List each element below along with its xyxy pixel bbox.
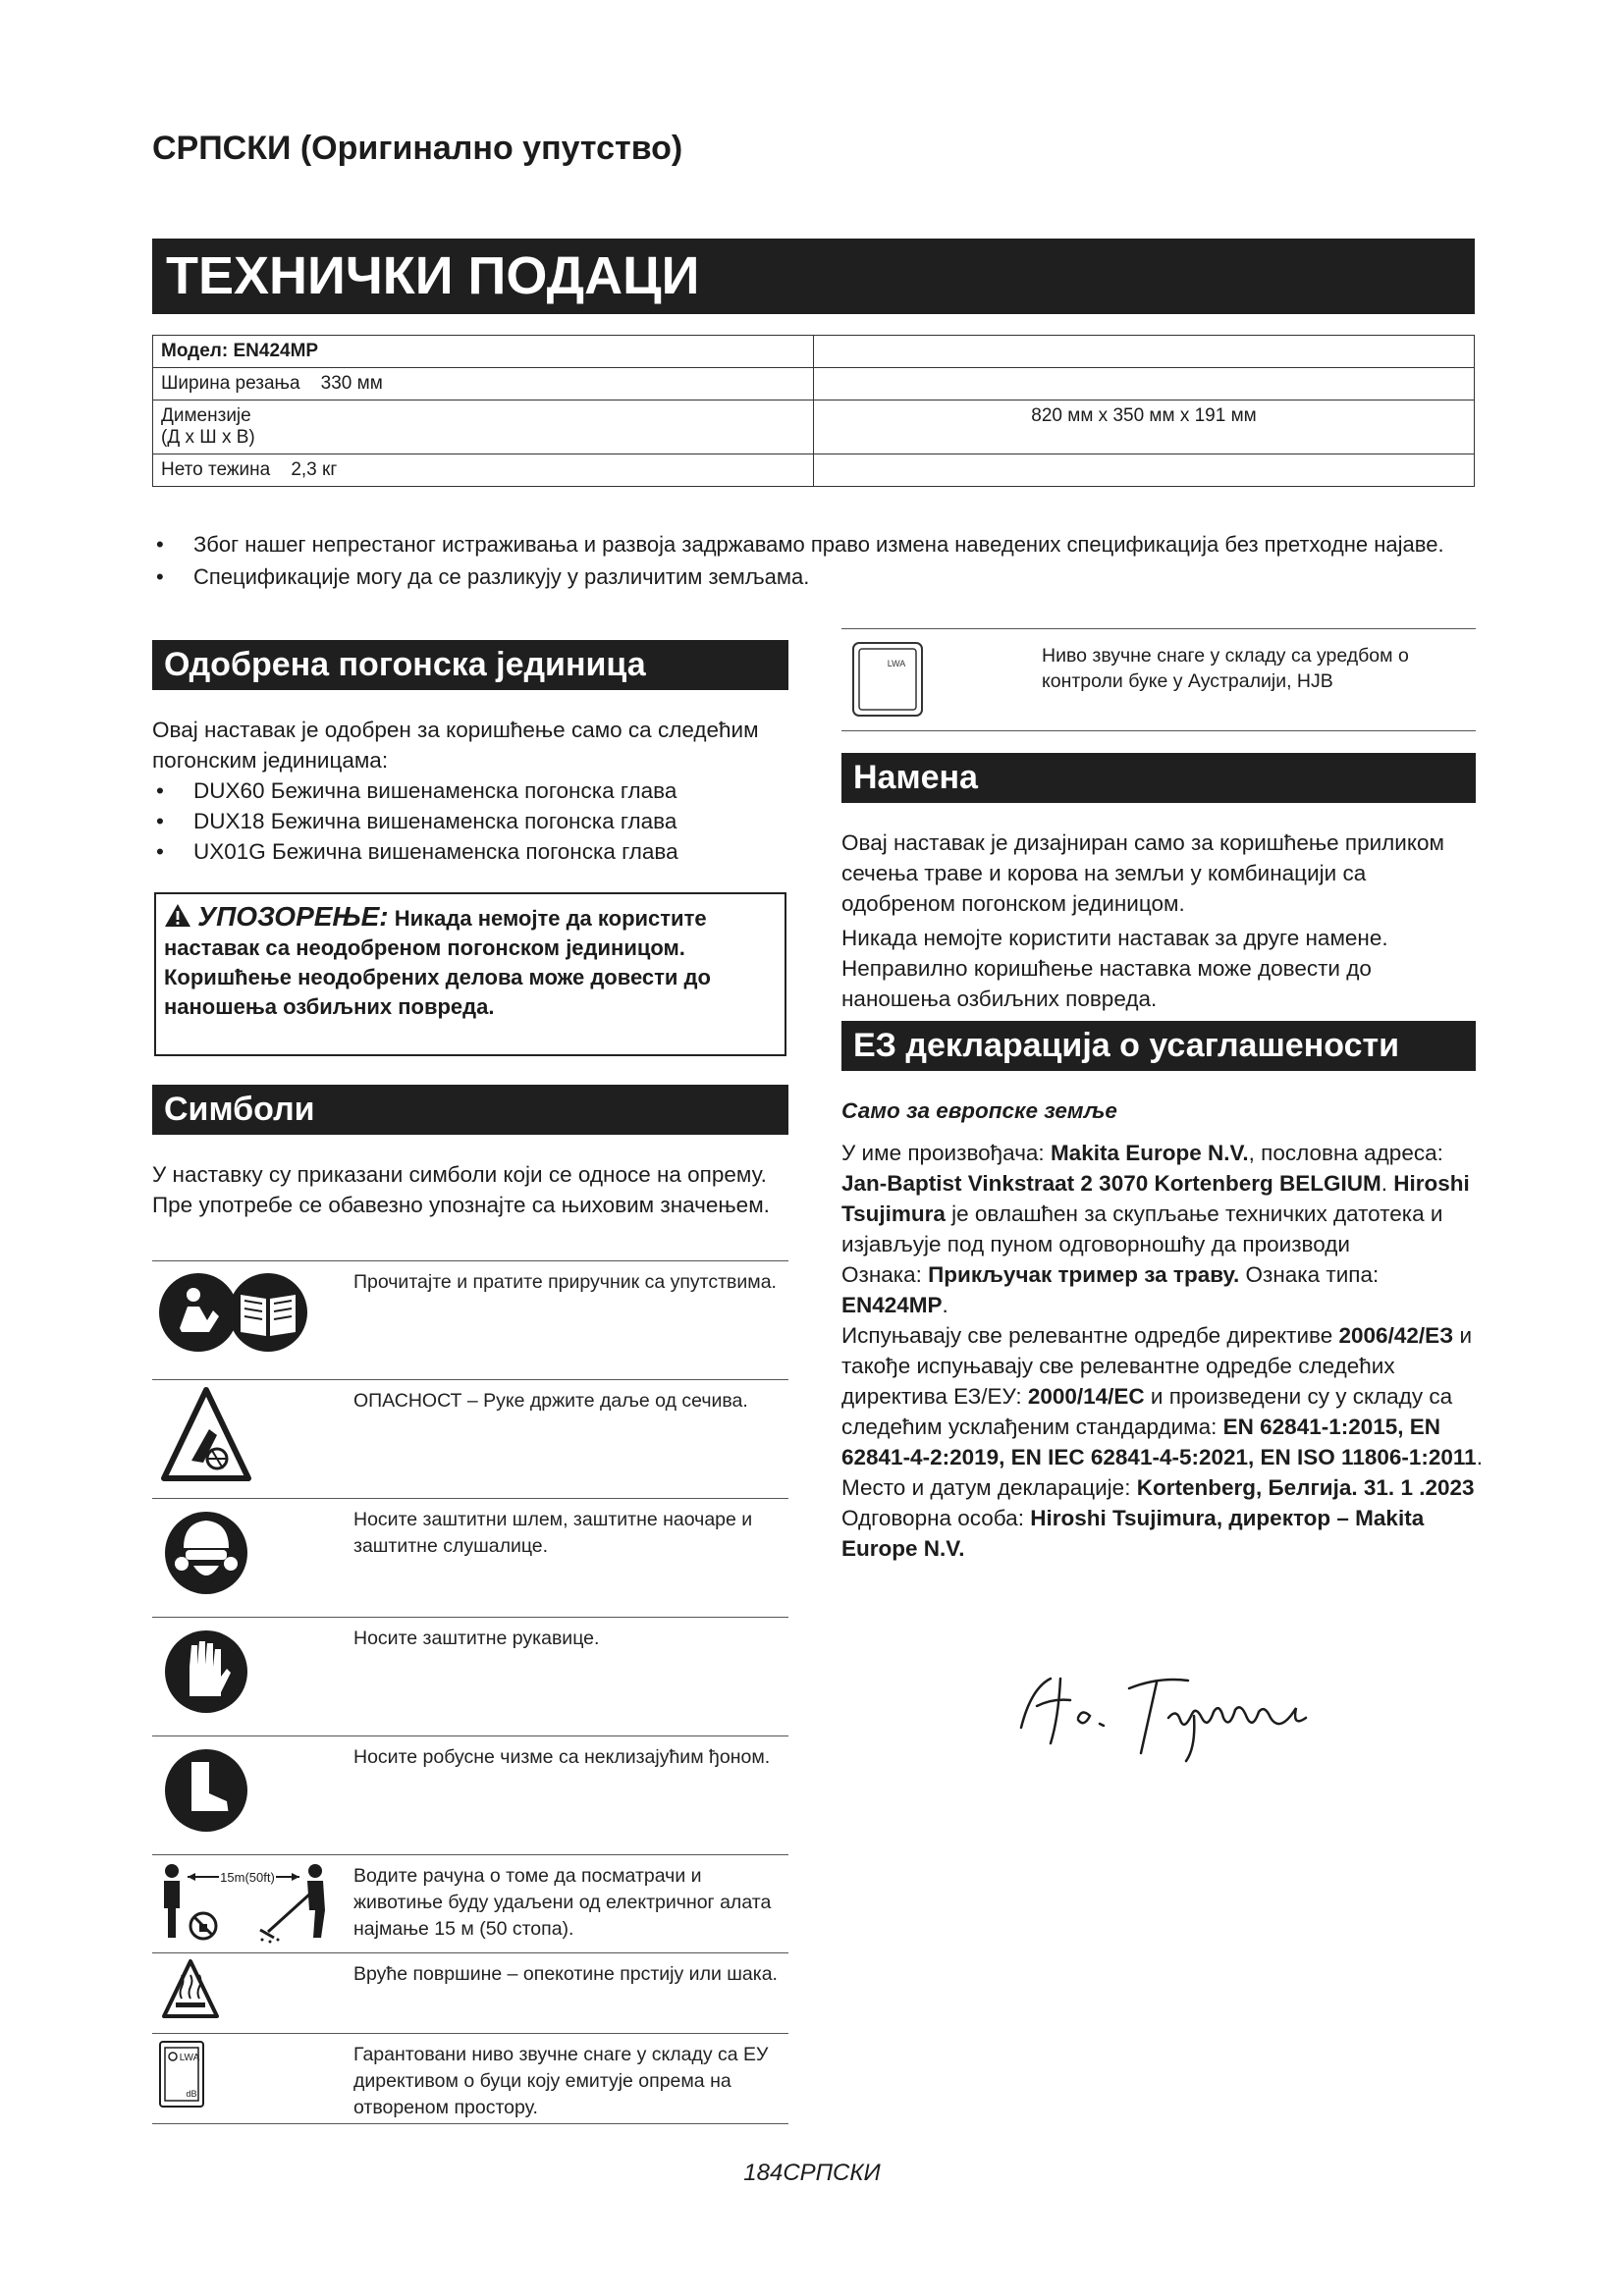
symbol-text: Прочитајте и пратите приручник са упутствима.: [353, 1261, 788, 1380]
spec-notes: [152, 528, 1497, 593]
spec-row-model: [153, 336, 1475, 368]
spec-value: [814, 368, 1475, 400]
db-label: dB: [186, 2089, 197, 2099]
warning-text: Никада немојте да користите наставак са неодобреном погонском јединицом. Коришћење неодобрених делова може довести до наношења озбиљних повреда.: [164, 906, 711, 1019]
read-manual-icon: [152, 1357, 329, 1373]
declaration-subtitle: Само за европске земље: [841, 1098, 1117, 1123]
warning-triangle-icon: [164, 906, 197, 931]
bystander-distance-icon: [152, 1870, 349, 1949]
spec-value: [814, 454, 1475, 487]
hot-surface-icon: [152, 2015, 329, 2032]
gloves-icon: [152, 1713, 329, 1730]
purpose-text-2: Никада немојте користити наставак за друге намене. Неправилно коришћење наставка може довести до наношења озбиљних повреда.: [841, 926, 1388, 1011]
approved-unit-heading: Одобрена погонска јединица: [152, 640, 788, 690]
spec-value: 820 мм x 350 мм x 191 мм: [814, 400, 1475, 454]
australia-noise-row: [841, 628, 1476, 731]
symbol-text: Носите заштитни шлем, заштитне наочаре и заштитне слушалице.: [353, 1499, 788, 1618]
spec-note: • Због нашег непрестаног истраживања и развоја задржавамо право измена наведених спецификација без претходне најаве.: [152, 528, 1497, 561]
spec-row-weight: [153, 454, 1475, 487]
page-language-title: СРПСКИ (Оригинално упутство): [152, 130, 683, 167]
declaration-place-date: Место и датум декларације: Kortenberg, Белгија. 31. 1 .2023: [841, 1475, 1475, 1500]
table-row: [152, 1953, 788, 2034]
list-item: • DUX60 Бежична вишенаменска погонска глава: [152, 775, 788, 806]
lwa-label: LWA: [887, 659, 906, 668]
table-row: [152, 1618, 788, 1736]
table-row: [152, 1855, 788, 1953]
spec-label: Димензије (Д x Ш x В): [153, 400, 814, 454]
spec-table: [152, 335, 1475, 487]
purpose-text-1: Овај наставак је дизајниран само за коришћење приликом сечења траве и корова на земљи у комбинацији са одобреном погонском јединицом.: [841, 830, 1444, 916]
spec-model: Модел: EN424MP: [153, 336, 814, 368]
symbols-table: [152, 1260, 788, 2124]
signature: [1001, 1659, 1326, 1772]
declaration-directives: Испуњавају све релевантне одредбе директиве 2006/42/ЕЗ и такође испуњавају све релевантне одредбе следећих директива ЕЗ/ЕУ: 2000/14/EC и произведени су у складу са следећим усклађеним стандардима: EN 62841-1:2015, EN 62841-4-2:2019, EN IEC 62841-4-5:2021, EN ISO 11806-1:2011.: [841, 1323, 1483, 1469]
helmet-goggles-earmuffs-icon: [152, 1594, 329, 1611]
list-item: • UX01G Бежична вишенаменска погонска глава: [152, 836, 788, 867]
spec-row-cutting-width: [153, 368, 1475, 400]
tech-data-banner: ТЕХНИЧКИ ПОДАЦИ: [152, 239, 1475, 314]
approved-units-list: [152, 775, 788, 867]
symbol-text: Гарантовани ниво звучне снаге у складу са ЕУ директивом о буци коју емитује опрема на отвореном простору.: [353, 2034, 788, 2124]
declaration-responsible: Одговорна особа: Hiroshi Tsujimura, директор – Makita Europe N.V.: [841, 1506, 1425, 1561]
table-row: [152, 1499, 788, 1618]
table-row: [152, 1736, 788, 1855]
symbol-text: Вруће површине – опекотине прстију или шака.: [353, 1953, 788, 2034]
table-row: [152, 2034, 788, 2124]
symbols-heading: Симболи: [152, 1085, 788, 1135]
spec-label: Ширина резања 330 мм: [153, 368, 814, 400]
footer-language: СРПСКИ: [783, 2160, 881, 2186]
approved-intro: Овај наставак је одобрен за коришћење само са следећим погонским јединицама:: [152, 718, 759, 773]
table-row: [152, 1380, 788, 1499]
spec-label: Нето тежина 2,3 кг: [153, 454, 814, 487]
spec-note: • Спецификације могу да се разликују у различитим земљама.: [152, 561, 1497, 593]
sound-power-eu-icon: [152, 2053, 329, 2122]
declaration-manufacturer: У име произвођача: Makita Europe N.V., пословна адреса: Jan-Baptist Vinkstraat 2 3070 Kortenberg BELGIUM. Hiroshi Tsujimura је овлашћен за скупљање техничких датотека и изјављује под пуном одговорношћу да производи: [841, 1141, 1470, 1256]
warning-title: УПОЗОРЕЊЕ:: [197, 901, 389, 932]
symbol-text: Носите робусне чизме са неклизајућим ђоном.: [353, 1736, 788, 1855]
symbol-text: ОПАСНОСТ – Руке држите даље од сечива.: [353, 1380, 788, 1499]
purpose-heading: Намена: [841, 753, 1476, 803]
lwa-label: LWA: [179, 2053, 200, 2063]
page-footer: [0, 2160, 1624, 2187]
declaration-body: [841, 1095, 1489, 1564]
australia-noise-text: Ниво звучне снаге у складу са уредбом о контроли буке у Аустралији, HJB: [1042, 645, 1409, 692]
symbols-intro: У наставку су приказани симболи који се односе на опрему. Пре употребе се обавезно упознајте са њиховим значењем.: [152, 1162, 770, 1217]
list-item: • DUX18 Бежична вишенаменска погонска глава: [152, 806, 788, 836]
distance-label: 15m(50ft): [220, 1870, 275, 1885]
symbol-text: Носите заштитне рукавице.: [353, 1618, 788, 1736]
danger-blade-icon: [152, 1475, 329, 1492]
spec-row-dimensions: [153, 400, 1475, 454]
symbol-text: Водите рачуна о томе да посматрачи и животиње буду удаљени од електричног алата најмање 15 м (50 стопа).: [353, 1855, 788, 1953]
declaration-designation: Ознака: Прикључак тример за траву. Ознака типа: EN424MP.: [841, 1262, 1380, 1317]
page-number: 184: [743, 2160, 784, 2186]
declaration-heading: ЕЗ декларација о усаглашености: [841, 1021, 1476, 1071]
sound-power-australia-icon: [851, 641, 924, 722]
boots-icon: [152, 1832, 329, 1848]
table-row: [152, 1261, 788, 1380]
warning-box: [154, 892, 786, 1056]
